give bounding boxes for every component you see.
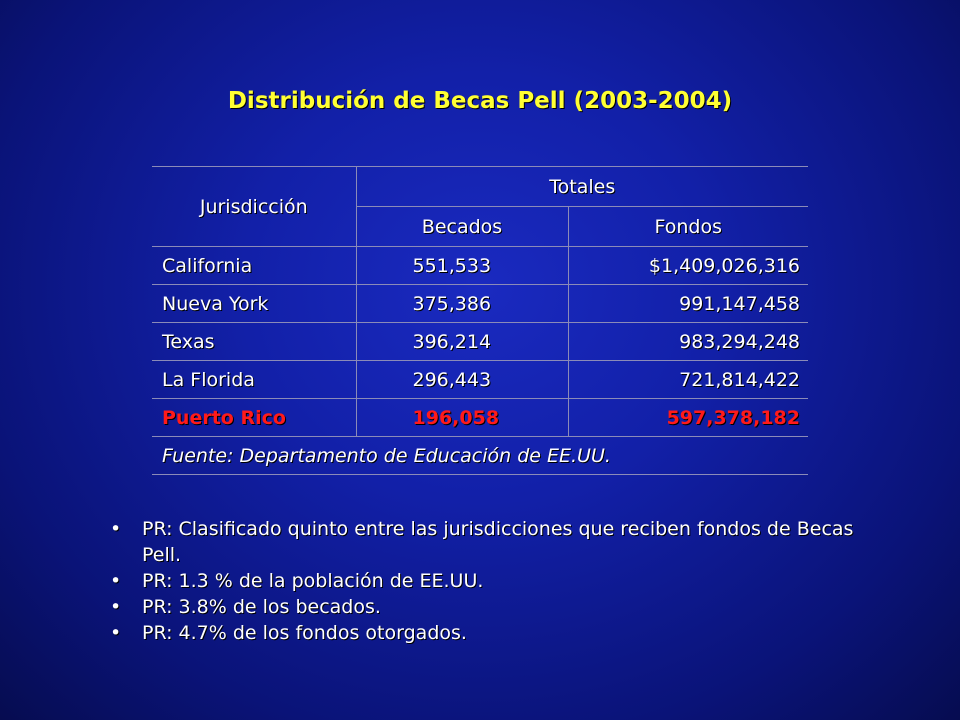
row-becados: 551,533	[356, 247, 568, 285]
row-fondos: 991,147,458	[568, 285, 808, 323]
table-row	[152, 285, 808, 323]
row-jurisdiccion: Nueva York	[152, 285, 356, 323]
row-fondos: $1,409,026,316	[568, 247, 808, 285]
table-row	[152, 247, 808, 285]
row-fondos: 721,814,422	[568, 361, 808, 399]
row-fondos: 983,294,248	[568, 323, 808, 361]
row-fondos: 597,378,182	[568, 399, 808, 437]
row-jurisdiccion: Texas	[152, 323, 356, 361]
bullet-marker: •	[110, 518, 122, 540]
row-jurisdiccion: California	[152, 247, 356, 285]
row-becados: 196,058	[356, 399, 568, 437]
table-source: Fuente: Departamento de Educación de EE.UU.	[152, 437, 808, 475]
slide-title: Distribución de Becas Pell (2003-2004)	[227, 88, 733, 114]
bullet-list	[108, 516, 862, 646]
table-row-highlighted	[152, 399, 808, 437]
row-jurisdiccion: Puerto Rico	[152, 399, 356, 437]
row-jurisdiccion: La Florida	[152, 361, 356, 399]
header-jurisdiccion: Jurisdicción	[152, 167, 356, 247]
header-fondos: Fondos	[568, 207, 808, 247]
bullet-text: PR: 1.3 % de la población de EE.UU.	[142, 570, 484, 592]
bullet-marker: •	[110, 570, 122, 592]
becas-table	[152, 166, 808, 475]
row-becados: 396,214	[356, 323, 568, 361]
bullet-marker: •	[110, 622, 122, 644]
bullet-item	[108, 516, 862, 568]
table-row	[152, 361, 808, 399]
header-becados: Becados	[356, 207, 568, 247]
bullet-item	[108, 620, 862, 646]
bullet-text: PR: 4.7% de los fondos otorgados.	[142, 622, 467, 644]
row-becados: 296,443	[356, 361, 568, 399]
bullet-text: PR: Clasificado quinto entre las jurisdicciones que reciben fondos de Becas Pell.	[142, 518, 854, 566]
table-header-row	[152, 167, 808, 207]
bullet-item	[108, 594, 862, 620]
bullet-text: PR: 3.8% de los becados.	[142, 596, 381, 618]
header-totales: Totales	[356, 167, 808, 207]
bullet-item	[108, 568, 862, 594]
row-becados: 375,386	[356, 285, 568, 323]
table-source-row	[152, 437, 808, 475]
table-row	[152, 323, 808, 361]
bullet-marker: •	[110, 596, 122, 618]
